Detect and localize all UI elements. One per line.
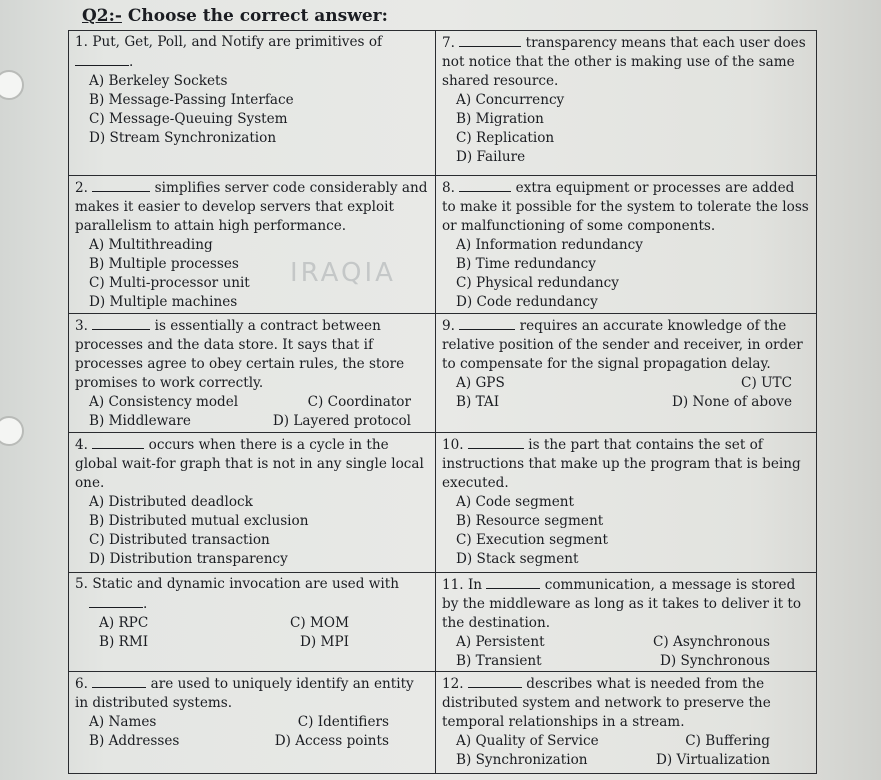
option[interactable]: C) Identifiers [297,714,389,730]
option[interactable]: C) Physical redundancy [456,275,619,291]
question-cell: 10. is the part that contains the set of instructions that make up the program that is being executed. A) Code segment B) Resource segment C) Execution segment D) Stack segment [436,433,817,573]
option[interactable]: C) Multi-processor unit [89,275,250,291]
watermark: IRAQIA [290,258,396,288]
option[interactable]: A) Multithreading [89,237,213,253]
option[interactable]: B) TAI [456,394,500,410]
option[interactable]: B) Distributed mutual exclusion [89,513,309,529]
option[interactable]: D) Stack segment [456,551,579,567]
option[interactable]: A) GPS [456,375,505,391]
question-cell: 6. are used to uniquely identify an entity in distributed systems. A) Names C) Identifiers B) Addresses D) Access points [69,672,436,774]
option[interactable]: B) Resource segment [456,513,604,529]
option[interactable]: B) Message-Passing Interface [89,92,294,108]
option[interactable]: C) Replication [456,130,555,146]
option[interactable]: C) Coordinator [307,394,411,410]
question-cell: 12. describes what is needed from the distributed system and network to preserve the temporal relationships in a stream. A) Quality of Service C) Buffering B) Synchronization D) Virtualization [436,672,817,774]
option[interactable]: A) Persistent [456,634,545,650]
option[interactable]: B) Middleware [89,413,191,429]
option[interactable]: B) Time redundancy [456,256,596,272]
option[interactable]: B) Synchronization [456,752,588,768]
option[interactable]: B) RMI [99,634,149,650]
question-cell: 2. simplifies server code considerably and makes it easier to develop servers that exploit parallelism to attain high performance. A) Multithreading B) Multiple processes C) Multi-processor unit D) Multiple machines [69,176,436,314]
option[interactable]: A) Consistency model [89,394,239,410]
option[interactable]: A) Berkeley Sockets [89,73,228,89]
question-cell: 11. In communication, a message is stored by the middleware as long as it takes to deliver it to the destination. A) Persistent C) Asynchronous B) Transient D) Synchronous [436,573,817,672]
option[interactable]: B) Multiple processes [89,256,239,272]
option[interactable]: C) MOM [289,615,349,631]
option[interactable]: C) Asynchronous [653,634,770,650]
option[interactable]: B) Transient [456,653,542,669]
option[interactable]: D) Multiple machines [89,294,238,310]
option[interactable]: C) Message-Queuing System [89,111,288,127]
option[interactable]: A) Quality of Service [456,733,599,749]
instruction-text: Choose the correct answer: [127,6,388,26]
option[interactable]: C) Execution segment [456,532,608,548]
question-cell: 8. extra equipment or processes are added to make it possible for the system to tolerate the loss or malfunctioning of some components. A) Information redundancy B) Time redundancy C) Physical redundancy D) Code redundancy [436,176,817,314]
option[interactable]: D) Synchronous [660,653,770,669]
option[interactable]: D) MPI [300,634,349,650]
option[interactable]: A) Concurrency [456,92,565,108]
option[interactable]: D) Code redundancy [456,294,598,310]
question-cell: 1. Put, Get, Poll, and Notify are primitives of . A) Berkeley Sockets B) Message-Passing Interface C) Message-Queuing System D) Stream Synchronization [69,31,436,176]
option[interactable]: D) Layered protocol [272,413,411,429]
question-cell: 9. requires an accurate knowledge of the relative position of the sender and receiver, in order to compensate for the signal propagation delay. A) GPS C) UTC B) TAI D) None of above [436,314,817,433]
question-cell: 7. transparency means that each user does not notice that the other is making use of the same shared resource. A) Concurrency B) Migration C) Replication D) Failure [436,31,817,176]
option[interactable]: A) RPC [99,615,149,631]
option[interactable]: C) Buffering [685,733,770,749]
question-cell: 5. Static and dynamic invocation are used with . A) RPC C) MOM B) RMI D) MPI [69,573,436,672]
option[interactable]: B) Addresses [89,733,180,749]
option[interactable]: B) Migration [456,111,544,127]
questions-table [68,30,817,774]
option[interactable]: D) Stream Synchronization [89,130,277,146]
option[interactable]: A) Distributed deadlock [89,494,253,510]
option[interactable]: A) Code segment [456,494,574,510]
option[interactable]: C) UTC [741,375,792,391]
question-cell: 3. is essentially a contract between processes and the data store. It says that if processes agree to obey certain rules, the store promises to work correctly. A) Consistency model C) Coordinator B) Middleware D) Layered protocol [69,314,436,433]
option[interactable]: C) Distributed transaction [89,532,270,548]
option[interactable]: D) None of above [672,394,792,410]
option[interactable]: D) Failure [456,149,526,165]
option[interactable]: D) Distribution transparency [89,551,288,567]
question-heading [82,6,388,26]
question-cell: 4. occurs when there is a cycle in the global wait-for graph that is not in any single local one. A) Distributed deadlock B) Distributed mutual exclusion C) Distributed transaction D) Distribution transparency [69,433,436,573]
option[interactable]: D) Access points [274,733,389,749]
option[interactable]: D) Virtualization [656,752,770,768]
option[interactable]: A) Names [89,714,157,730]
question-number: Q2:- [82,6,122,26]
option[interactable]: A) Information redundancy [456,237,643,253]
